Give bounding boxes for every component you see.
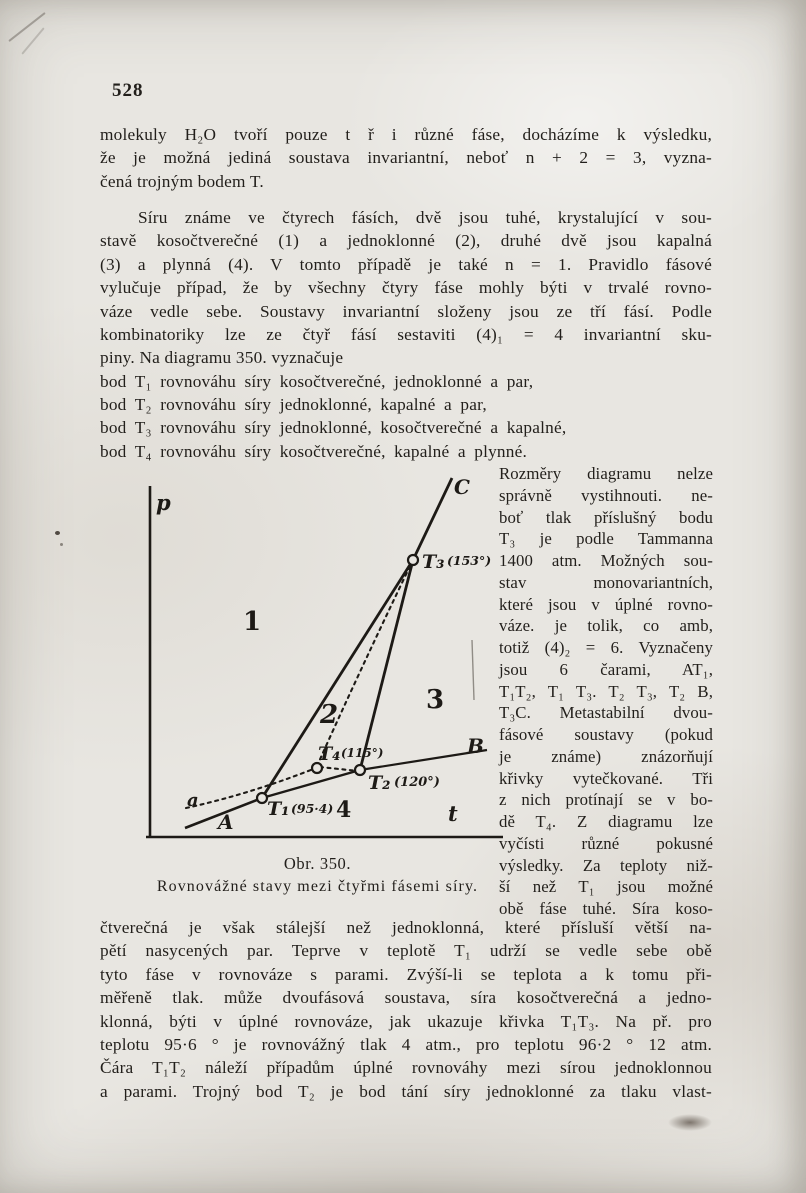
label-T2-temp: (120°) xyxy=(394,775,440,790)
label-T4-temp: (115°) xyxy=(341,746,384,760)
label-T1: T₁ xyxy=(267,798,290,820)
label-T3: T₃ xyxy=(422,551,445,573)
ink-speck xyxy=(55,531,60,535)
label-T1-temp: (95·4) xyxy=(291,801,334,816)
region-label-2: 2 xyxy=(320,700,339,730)
label-C: C xyxy=(454,475,470,499)
label-B: B xyxy=(467,734,484,758)
curve-T3-C xyxy=(413,478,452,560)
dashed-T4-T3 xyxy=(317,562,412,766)
scan-smudge xyxy=(668,1114,712,1131)
y-axis-label: p xyxy=(156,490,171,515)
region-label-1: 1 xyxy=(243,607,262,637)
region-label-3: 3 xyxy=(426,685,445,715)
point-T2 xyxy=(355,765,365,775)
label-T3-temp: (153°) xyxy=(447,553,492,568)
ink-speck xyxy=(60,543,63,546)
paragraph-intro: molekuly H₂O tvoří pouze t ř i různé fáse, docházíme k výsledku, že je možná jediná soustava invariantní, neboť n + 2 = 3, vyzna- čená trojným bodem T. xyxy=(100,125,712,191)
column-right-text: Rozměry diagramu nelze správně vystihnouti. ne- boť tlak příslušný bodu T₃ je podle Tammanna 1400 atm. Možných sou- stav monovariantních, které jsou v úplné rovno- váze. je tolik, co amb, totiž (4)₂ = 6. Vyznačeny jsou 6 čarami, AT₁, T₁T₂, T₁ T₃. T₂ T₃, T₂ B, T₃C. Metastabilní dvou- fásové soustavy (pokud je známe) znázorňují křivky vytečkované. Tři z nich protínají se v bo- dě T₄. Z diagramu lze vyčísti různé pokusné výsledky. Za teploty niž- ší než T₁ jsou možné obě fáse tuhé. Síra koso- xyxy=(499,464,713,918)
phase-diagram xyxy=(130,470,505,850)
page-number: 528 xyxy=(112,80,144,101)
corner-crease-mark xyxy=(21,27,44,54)
point-T3 xyxy=(408,555,418,565)
region-label-4: 4 xyxy=(336,797,352,823)
figure-caption-title: Obr. 350. xyxy=(283,854,352,873)
paragraph-bottom: čtverečná je však stálejší než jednoklonná, které přísluší větší na- pětí nasycených par. Teprve v teplotě T₁ udrží se vedle sebe obě tyto fáse v rovnováze s parami. Zvýší-li se teplota a k tomu při- měřeně tlak. může dvoufásová soustava, síra kosočtverečná a jedno- klonná, býti v úplné rovnováze, jak ukazuje křivka T₁T₃. Na př. pro teplotu 95·6 ° je rovnovážný tlak 4 atm., pro teplotu 96·2 ° 12 atm. Čára T₁T₂ náleží případům úplné rovnováhy mezi sírou jednoklonnou a parami. Trojný bod T₂ je bod tání síry jednoklonné za tlaku vlast- xyxy=(100,918,712,1101)
paragraph-sulfur-phases: Síru známe ve čtyrech fásích, dvě jsou tuhé, krystalující v sou- stavě kosočtverečné (1) a jednoklonné (2), druhé dvě jsou kapalná (3) a plynná (4). V tomto případě je také n = 1. Pravidlo fásové vylučuje případ, že by všechny čtyry fáse mohly býti v trvalé rovno- váze vedle sebe. Soustavy invariantní složeny jsou ze tří fásí. Podle kombinatoriky lze ze čtyř fásí sestaviti (4)₁ = 4 invariantní sku- piny. Na diagramu 350. vyznačuje xyxy=(100,208,712,368)
corner-crease-mark xyxy=(8,12,45,42)
label-T4: T₄ xyxy=(318,743,341,765)
scan-artifact-line xyxy=(472,640,474,700)
dashed-T4-T2 xyxy=(320,767,358,771)
curve-T2-T3 xyxy=(360,560,413,770)
label-T2: T₂ xyxy=(368,772,391,794)
point-T1 xyxy=(257,793,267,803)
label-A: A xyxy=(218,810,234,834)
label-a: a xyxy=(187,790,199,811)
figure-obr-350 xyxy=(130,470,505,915)
x-axis-label: t xyxy=(448,801,458,826)
figure-caption-subtitle: Rovnovážné stavy mezi čtyřmi fásemi síry. xyxy=(156,878,479,895)
list-invariant-points: bod T₁ rovnováhu síry kosočtverečné, jednoklonné a par, bod T₂ rovnováhu síry jednoklonné, kapalné a par, bod T₃ rovnováhu síry jednoklonné, kosočtverečné a kapalné, bod T₄ rovnováhu síry kosočtverečné, kapalné a plynné. xyxy=(100,372,567,461)
